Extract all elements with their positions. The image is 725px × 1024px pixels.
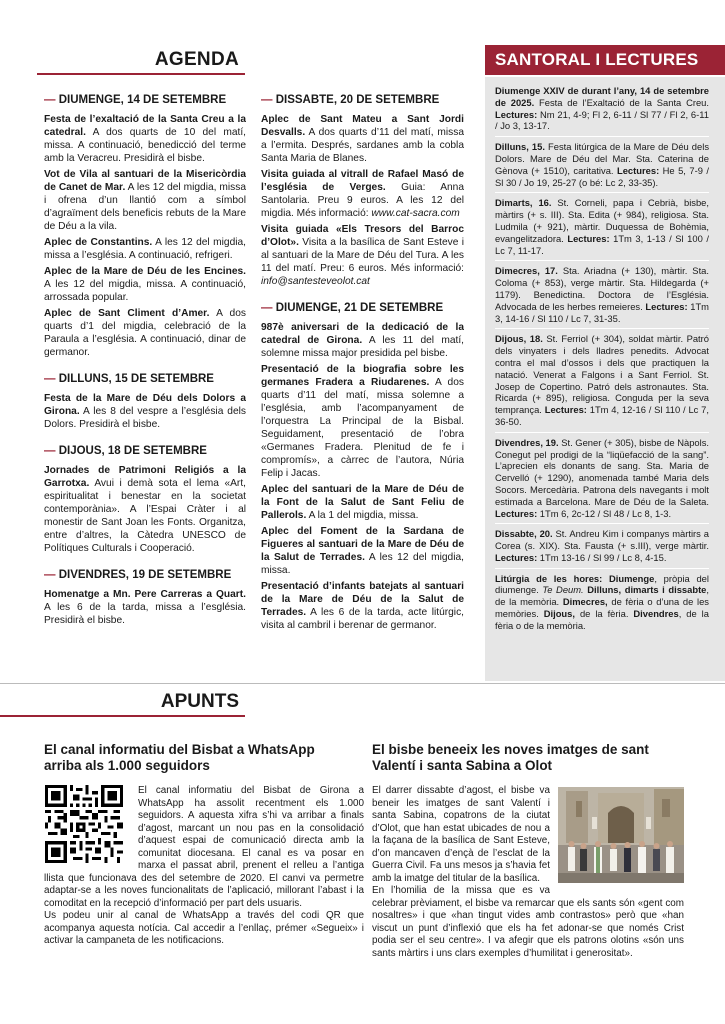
article-olot-body [372,785,684,960]
day-heading: — DIUMENGE, 21 DE SETEMBRE [261,302,444,314]
agenda-event: Presentació de la biografia sobre les germanes Fradera a Riudarenes. A dos quarts d’11 del matí, missa solemne a l’església, amb l’acompanyament de l’orquestra La Principal de la Bisbal. Seguidament, presentació de l’obra «Germanes Fradera. Plenitud de fe i compromís», a càrrec de l’autora, Núria Felip i Jacas. [261,364,464,479]
apunts-header: APUNTS [0,687,245,717]
article-whatsapp-body [44,785,364,948]
day-heading: — DIJOUS, 18 DE SETEMBRE [44,445,207,457]
agenda-event: Vot de Vila al santuari de la Misericòrdia de Canet de Mar. A les 12 del migdia, missa i ofrena d’un llantió com a símbol d’agraïment dels beneficis rebuts de la Mare de Déu a la vila. [44,169,246,232]
santoral-entry: Diumenge XXIV de durant l’any, 14 de setembre de 2025. Festa de l’Exaltació de la Santa Creu. Lectures: Nm 21, 4-9; Fl 2, 6-11 / Sl 77 / Fl 2, 6-11 / Jo 3, 13-17. [495,85,709,137]
day-heading: — DIUMENGE, 14 DE SETEMBRE [44,94,227,106]
day-heading: — DIVENDRES, 19 DE SETEMBRE [44,569,232,581]
agenda-event: Aplec de la Mare de Déu de les Encines. A les 12 del migdia, missa. A continuació, arrossada popular. [44,266,246,303]
santesteve-email-link[interactable]: info@santesteveolot.cat [261,276,370,287]
agenda-event: Presentació d’infants batejats al santuari de la Mare de Déu de la Salut de Terrades. A les 6 de la tarda, acte litúrgic, visita al cambril i berenar de germanor. [261,581,464,631]
day-heading: — DISSABTE, 20 DE SETEMBRE [261,94,440,106]
agenda-event: 987è aniversari de la dedicació de la catedral de Girona. A les 11 del matí, solemne missa major presidida pel bisbe. [261,322,464,359]
santoral-entry: Dissabte, 20. St. Andreu Kim i companys màrtirs a Corea (s. XIX). Sta. Fausta (+ s.III), verge màrtir. Lectures: 1Tm 13-16 / Sl 99 / Lc 8, 4-15. [495,528,709,568]
agenda-event: Festa de l’exaltació de la Santa Creu a la catedral. A dos quarts de 10 del matí, missa. A continuació, benedicció del terme amb la Veracreu. Presidirà el bisbe. [44,114,246,164]
agenda-event: Aplec de Sant Climent d’Amer. A dos quarts d’1 del migdia, celebració de la Paraula a l’església. A continuació, dinar de germanor. [44,308,246,358]
article-paragraph: En l’homilia de la missa que es va celebrar prèviament, el bisbe va remarcar que els sants són «gent com nosaltres» i que «han tingut vides amb contrastos» però que «han viscut un punt d’inflexió que els ha fet adonar-se que només Crist podia ser el seu centre». I va afegir que els patrons olotins «són uns sants màrtirs i uns clars exemples d’humilitat i generositat». [372,885,684,959]
agenda-event: Festa de la Mare de Déu dels Dolors a Girona. A les 8 del vespre a l’església dels Dolors. Presidirà el bisbe. [44,393,246,430]
santoral-entry: Dijous, 18. St. Ferriol (+ 304), soldat màrtir. Patró dels vinyaters i dels lladres penedits. Advocat contra el mal d’ossos i dels que practiquen la natació. Venerat a Falgons i a Sant Ferriol. St. Josep de Copertino. Patró dels astronautes. Sta. Ricarda (+ 895), religiosa. Conguda per la seva temprança. Lectures: 1Tm 4, 12-16 / Sl 110 / Lc 7, 36-50. [495,333,709,432]
agenda-event: Visita guiada «Els Tresors del Barroc d’Olot». Visita a la basílica de Sant Esteve i al santuari de la Mare de Déu del Tura. A les 11 del matí. Preu: 6 euros. Més informació: info@santesteveolot.cat [261,224,464,287]
agenda-event: Aplec de Sant Mateu a Sant Jordi Desvalls. A dos quarts d’11 del matí, missa a l’ermita. Després, sardanes amb la cobla Santa Maria de Blanes. [261,114,464,164]
agenda-event: Jornades de Patrimoni Religiós a la Garrotxa. Avui i demà sota el lema «Art, espiritualitat i benestar en la societat contemporània». A l’Espai Cràter i al monestir de Sant Joan les Fonts. Organitza, entre d’altres, la Càtedra UNESCO de Polítiques Culturals i Cooperació. [44,465,246,554]
agenda-event: Aplec del Foment de la Sardana de Figueres al santuari de la Mare de Déu de la Salut de Terrades. A les 12 del migdia, missa. [261,526,464,576]
santoral-entry: Dimarts, 16. St. Corneli, papa i Cebrià, bisbe, màrtirs (+ s. III). Sta. Edita (+ 984), religiosa. Sta. Ludmila (+ 921), màrtir. Duquessa de Bohèmia, evangelitzadora. Lectures: 1Tm 3, 1-13 / Sl 100 / Lc 7, 11-17. [495,197,709,261]
santoral-entry: Dimecres, 17. Sta. Ariadna (+ 130), màrtir. Sta. Coloma (+ 853), verge màrtir. Sta. Hildegarda (+ 1179). Benedictina. Doctora de l’Església. Advocada de les herbes remeieres. Lectures: 1Tm 3, 14-16 / Sl 110 / Lc 7, 31-35. [495,265,709,329]
santoral-panel [485,77,725,681]
section-divider [0,683,725,684]
article-paragraph: Us podeu unir al canal de WhatsApp a través del codi QR que acompanya aquesta notícia. Cal accedir a l’enllaç, prémer «Segueix» i activar la campaneta de les notificacions. [44,910,364,946]
article-olot-title: El bisbe beneeix les noves imatges de sant Valentí i santa Sabina a Olot [372,742,649,773]
santoral-entry: Dilluns, 15. Festa litúrgica de la Mare de Déu dels Dolors. Mare de Déu del Mar. Sta. Caterina de Gènova (+ 1510), caritativa. Lectures: He 5, 7-9 / Sl 30 / Jo 19, 25-27 (o bé: Lc 2, 33-35). [495,141,709,193]
agenda-header: AGENDA [37,45,245,75]
agenda-event: Homenatge a Mn. Pere Carreras a Quart. A les 6 de la tarda, missa a l’església. Presidirà el bisbe. [44,589,246,626]
agenda-event: Aplec de Constantins. A les 12 del migdia, missa a l’església. A continuació, refrigeri. [44,237,246,261]
liturgia-hores: Litúrgia de les hores: Diumenge, pròpia del diumenge. Te Deum. Dilluns, dimarts i dissabte, de la memòria. Dimecres, de fèria o d’una de les memòries. Dijous, de la fèria. Divendres, de la fèria o de la memòria. [495,572,710,631]
church-facade-photo [558,787,684,883]
cat-sacra-link[interactable]: www.cat-sacra.com [371,208,460,219]
agenda-left-column [44,93,246,683]
qr-code-icon[interactable] [44,785,124,863]
article-paragraph: El canal informatiu del Bisbat de Girona a WhatsApp ha assolit recentment els 1.000 seguidors. A aquesta xifra s’hi va arribar a finals d’agost, marcant un nou pas en la consolidació d’aquest espai de comunicació directa amb la comunitat diocesana. El canal es va posar en marxa el passat abril, prenent el relleu a l’antiga llista que funcionava des del setembre de 2020. El canvi va permetre adaptar-se a les noves funcionalitats de l’aplicació, millorant l’abast i la comoditat en la recepció d’informació per part dels usuaris. [44,785,364,909]
agenda-event: Aplec del santuari de la Mare de Déu de la Font de la Salut de Sant Feliu de Pallerols. A la 1 del migdia, missa. [261,484,464,521]
agenda-event: Visita guiada al vitrall de Rafael Masó de l’església de Verges. Guia: Anna Santolaria. Preu 9 euros. A les 12 del migdia. Més informació: www.cat-sacra.com [261,169,464,219]
article-paragraph: El darrer dissabte d’agost, el bisbe va beneir les imatges de sant Valentí i santa Sabina, copatrons de la ciutat d’Olot, que han estat ubicades de nou a la façana de la basílica de Sant Esteve, d’on mancaven d’ençà de l’esclat de la Guerra Civil. Fa uns mesos ja s’havia fet amb la imatge del titular de la basílica. [372,785,550,884]
day-heading: — DILLUNS, 15 DE SETEMBRE [44,373,214,385]
agenda-middle-column [261,93,464,683]
santoral-header: SANTORAL I LECTURES [485,45,725,75]
santoral-entry: Divendres, 19. St. Gener (+ 305), bisbe de Nàpols. Conegut pel prodigi de la “liqüefacció de la sang”. L’aprecien els donants de sang. Sta. Maria de Cervelló (+ 1290), anomenada també Maria dels Socors. Mercedària. Patrona dels navegants i molt estimada a Barcelona. Mare de Déu de la Saleta. Lectures: 1Tm 6, 2c-12 / Sl 48 / Lc 8, 1-3. [495,437,709,525]
article-whatsapp-title: El canal informatiu del Bisbat a WhatsApp arriba als 1.000 seguidors [44,742,315,773]
